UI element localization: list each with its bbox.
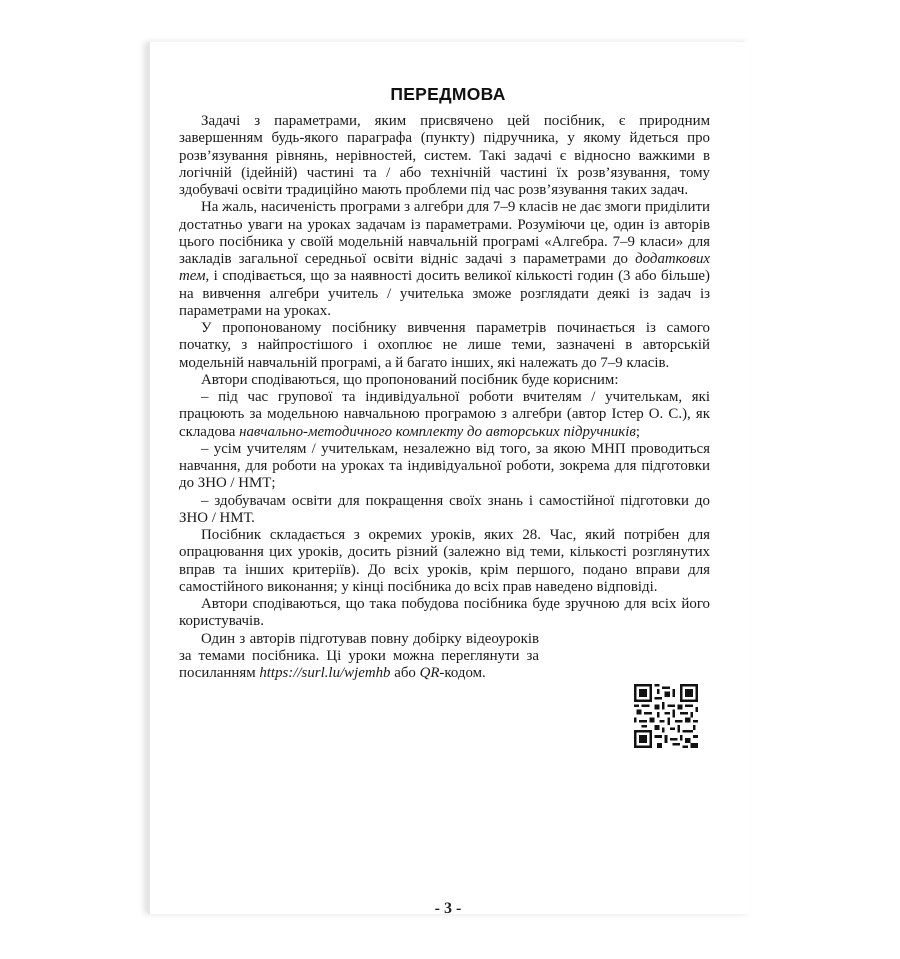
- list-item-2: – усім учителям / учителькам, незалежно від того, за якою МНП проводиться навчання, для роботи на уроках та індивідуальної роботи, зокрема для підготовки до ЗНО / НМТ;: [179, 440, 710, 492]
- page-number: - 3 -: [434, 900, 462, 917]
- list-item-1-italic: навчально-методичного комплекту до авторських підручників: [239, 423, 636, 440]
- paragraph-6: Автори сподіваються, що така побудова посібника буде зручною для всіх його користувачів.: [179, 596, 710, 630]
- video-lessons-link[interactable]: https://surl.lu/wjemhb: [259, 665, 391, 681]
- paragraph-4: Автори сподіваються, що пропонований посібник буде корисним:: [201, 371, 619, 388]
- paragraph-1: Задачі з параметрами, яким присвячено цей посібник, є природним завершенням будь-якого параграфа (пункту) підручника, у якому йдеться про розв’язування рівнянь, нерівностей, систем. Такі задачі є відносно важкими в логічній (ідейній) частині та / або технічній частині їх розв’язування, тому здобувачі освіти традиційно мають проблеми під час розв’язування таких задач.: [179, 113, 710, 198]
- paragraph-2-text: На жаль, насиченість програми з алгебри для 7–9 класів не дає змоги приділити достатньо уваги на уроках задачам із параметрами. Розуміючи це, один із авторів цього посібника у своїй модельній навчальній програмі «Алгебра. 7–9 класи» для закладів загальної середньої освіти відніс задачі з параметрами до: [179, 199, 710, 267]
- paragraph-2-italic: додаткових тем: [179, 251, 710, 285]
- paragraph-7: [179, 631, 539, 683]
- list-item-1-text: – під час групової та індивідуальної роботи вчителям / учителькам, які працюють за модельною навчальною програмою з алгебри (автор Істер О. С.), як складова: [179, 389, 710, 440]
- qr-code-icon[interactable]: [634, 684, 698, 748]
- preface-body: [179, 113, 710, 682]
- paragraph-2-text-end: , і сподівається, що за наявності досить великої кількості годин (3 або більше) на вивчення алгебри учитель / учителька зможе розглядати деякі із задач із параметрами на уроках.: [179, 268, 710, 319]
- paragraph-3: У пропонованому посібнику вивчення параметрів починається із самого початку, з найпростішого і охоплює не лише теми, зазначені в авторській модельній навчальній програмі, а й багато інших, які належать до 7–9 класів.: [179, 320, 710, 371]
- list-item-1: [179, 389, 710, 441]
- paragraph-5: Посібник складається з окремих уроків, яких 28. Час, який потрібен для опрацювання цих уроків, досить різний (залежно від теми, кількості розглянутих вправ та інших критеріїв). До всіх уроків, крім першого, подано вправи для самостійного виконання; у кінці посібника до всіх прав наведено відповіді.: [179, 527, 710, 595]
- page-title: ПЕРЕДМОВА: [390, 84, 506, 104]
- paragraph-7-end: -кодом.: [439, 665, 486, 681]
- paragraph-7-text: Один з авторів підготував повну добірку відеоуроків за темами посібника. Ці уроки можна переглянути за посиланням: [179, 630, 539, 681]
- list-item-1-end: ;: [635, 423, 640, 440]
- list-item-3: – здобувачам освіти для покращення своїх знань і самостійної підготовки до ЗНО / НМТ.: [179, 492, 710, 526]
- video-lessons-block: [179, 631, 710, 683]
- paragraph-2: [179, 199, 710, 320]
- paragraph-7-middle: або: [390, 665, 420, 681]
- qr-label: QR: [419, 665, 440, 681]
